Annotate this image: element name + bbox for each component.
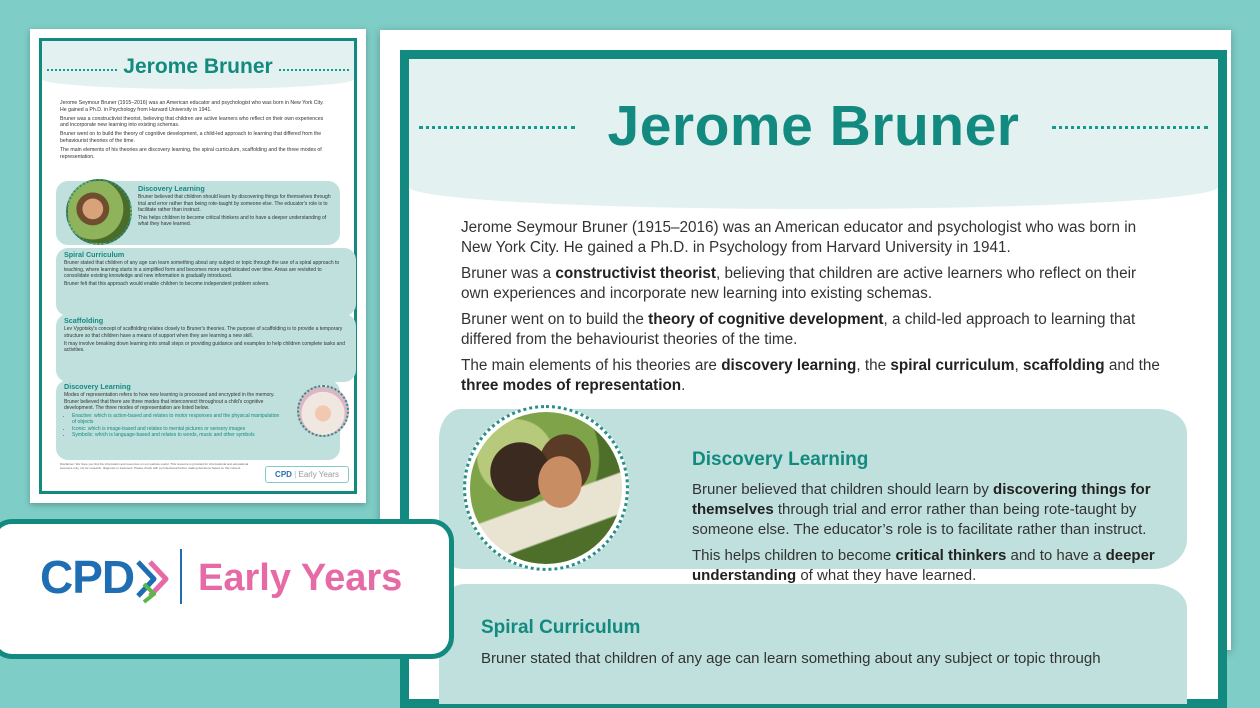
intro-paragraph-3: Bruner went on to build the theory of cognitive development, a child-led approach to learning that differed from the behaviourist theories of the time. <box>461 311 1136 348</box>
thumbnail-intro-p1: Jerome Seymour Bruner (1915–2016) was an American educator and psychologist who was born in New York City. He gained a Ph.D. in Psychology from Harvard University in 1941. <box>60 100 324 113</box>
spiral-curriculum-text: Bruner stated that children of any age can learn something about any subject or topic through <box>481 650 1101 667</box>
brand-logo-box <box>0 519 454 659</box>
chevron-logo-icon <box>132 554 172 604</box>
thumbnail-list-item: • Enactive: which is action-based and relates to motor responses and the physical manipulation of objects <box>72 413 280 426</box>
thumbnail-card-list <box>64 413 280 438</box>
thumbnail-card-text: Lev Vygotsky's concept of scaffolding relates closely to Bruner's theories. The purpose of scaffolding is to provide a temporary structure so that children have a means of support when they are learning a new skill. <box>64 326 343 339</box>
discovery-learning-heading: Discovery Learning <box>692 449 869 470</box>
discovery-learning-text <box>692 480 1162 592</box>
thumbnail-card-heading: Scaffolding <box>64 316 104 325</box>
thumbnail-logo-cpd: CPD <box>275 470 292 479</box>
thumbnail-card-text: It may involve breaking down learning into small steps or providing guidance and examples to help children complete tasks and activities. <box>64 340 345 354</box>
thumbnail-card-text: Bruner felt that this approach would enable children to become independent problem solvers. <box>64 281 270 288</box>
thumbnail-intro-p4: The main elements of his theories are discovery learning, the spiral curriculum, scaffolding and the three modes of representation. <box>60 147 322 160</box>
intro-paragraph-1: Jerome Seymour Bruner (1915–2016) was an American educator and psychologist who was born in New York City. He gained a Ph.D. in Psychology from Harvard University in 1941. <box>461 219 1137 256</box>
thumbnail-card-spiral <box>56 248 356 316</box>
thumbnail-card-scaffolding <box>56 314 356 382</box>
thumbnail-card-text: Bruner believed that children should learn by discovering things for themselves through trial and error rather than being rote-taught by someone else. The educator's role is to facilitate rather than instruct. <box>138 194 331 213</box>
thumbnail-logo-early-years: Early Years <box>298 470 339 479</box>
thumbnail-intro <box>60 100 328 163</box>
thumbnail-children-photo <box>66 179 132 245</box>
early-years-logo-text: Early Years <box>198 557 403 599</box>
thumbnail-disclaimer: Disclaimer: We hope you find the information and resources on our website useful. This resource is provided for informational and educational purposes only, not for research, diagnosis or treatment. Please check with a professional before making decisions based on this content. <box>60 462 249 471</box>
discovery-paragraph-1: Bruner believed that children should learn by discovering things for themselves through trial and error rather than being rote-taught by someone else. The educator’s role is to facilitate rather than instruct. <box>692 481 1151 538</box>
thumbnail-title: Jerome Bruner <box>123 55 273 78</box>
thumbnail-card-text: Modes of representation refers to how new learning is processed and encrypted in the memory. Bruner believed that there are three modes that interconnect throughout a child's cognitive development. The three modes of representation are listed below. <box>64 392 275 411</box>
spiral-curriculum-card <box>439 584 1187 704</box>
thumbnail-page <box>30 29 366 503</box>
children-reading-map-photo <box>463 405 629 571</box>
thumbnail-card-text: This helps children to become critical thinkers and to have a deeper understanding of what they have learned. <box>138 215 327 228</box>
logo-divider <box>180 549 182 604</box>
thumbnail-child-painting-photo <box>297 385 349 437</box>
thumbnail-card-modes <box>56 380 340 460</box>
thumbnail-list-item: • Iconic: which is image-based and relates to mental pictures or sensory images <box>72 426 280 432</box>
thumbnail-list-item: • Symbolic: which is language-based and relates to words, music and other symbols <box>72 432 280 438</box>
thumbnail-frame <box>39 38 357 494</box>
page-title: Jerome Bruner <box>607 94 1020 158</box>
discovery-paragraph-2: This helps children to become critical thinkers and to have a deeper understanding of what they have learned. <box>692 547 1155 584</box>
cpd-logo-text: CPD <box>40 551 135 603</box>
intro-text <box>461 218 1161 402</box>
thumbnail-intro-p3: Bruner went on to build the theory of cognitive development, a child-led approach to learning that differed from the behaviourist theories of the time. <box>60 131 322 144</box>
thumbnail-card-heading: Spiral Curriculum <box>64 250 125 259</box>
thumbnail-card-heading: Discovery Learning <box>138 184 205 193</box>
spiral-curriculum-heading: Spiral Curriculum <box>481 617 641 638</box>
thumbnail-logo: CPD | Early Years <box>265 466 349 483</box>
thumbnail-intro-p2: Bruner was a constructivist theorist, believing that children are active learners who reflect on their own experiences and incorporate new learning into existing schemas. <box>60 115 324 129</box>
main-page <box>380 30 1231 667</box>
intro-paragraph-4: The main elements of his theories are discovery learning, the spiral curriculum, scaffolding and the three modes of representation. <box>461 357 1160 394</box>
main-page-frame <box>400 50 1227 708</box>
intro-paragraph-2: Bruner was a constructivist theorist, believing that children are active learners who reflect on their own experiences and incorporate new learning into existing schemas. <box>461 265 1137 302</box>
thumbnail-card-text: Bruner stated that children of any age can learn something about any subject or topic through the use of a spiral approach to teaching, where learning starts in a simplified form and becomes more sophisticated over time. Areas are revisited to consolidate existing knowledge and new information is gradually introduced. <box>64 260 340 279</box>
thumbnail-card-heading: Discovery Learning <box>64 382 131 391</box>
